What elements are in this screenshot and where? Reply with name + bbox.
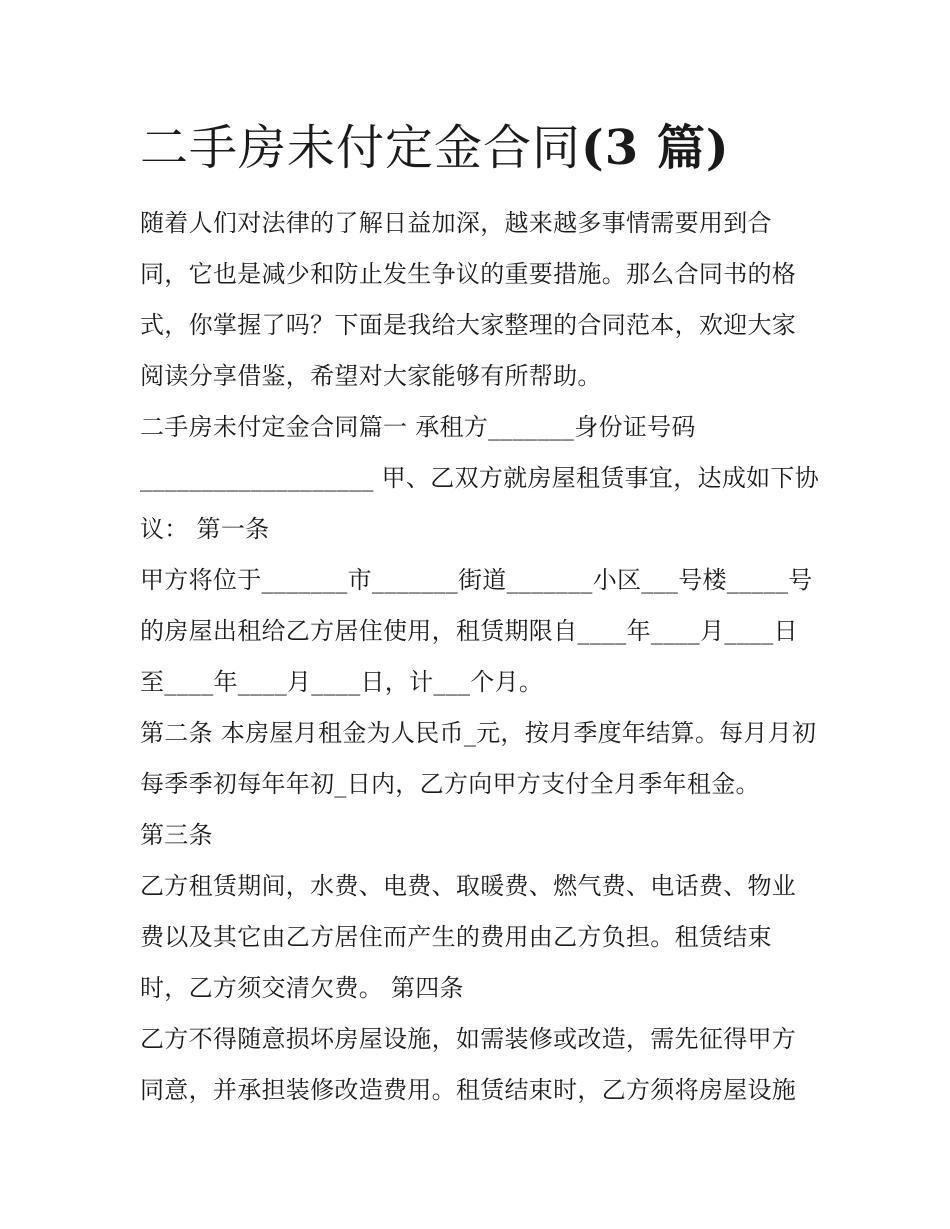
paragraph-intro: 随着人们对法律的了解日益加深，越来越多事情需要用到合同，它也是减少和防止发生争议的重要措施。那么合同书的格式，你掌握了吗？下面是我给大家整理的合同范本，欢迎大家阅读分享借鉴，希望对大家能够有所帮助。	[140, 209, 797, 390]
paragraph-article-2: 第二条 本房屋月租金为人民币_元，按月季度年结算。每月月初每季季初每年年初_日内，乙方向甲方支付全月季年租金。	[140, 719, 817, 798]
title-suffix: (3 篇)	[581, 120, 730, 176]
title-main: 二手房未付定金合同	[140, 120, 582, 176]
document-title	[140, 118, 730, 178]
paragraph-article-4: 乙方不得随意损坏房屋设施，如需装修或改造，需先征得甲方同意，并承担装修改造费用。租赁结束时，乙方须将房屋设施	[140, 1025, 797, 1104]
document-body	[140, 198, 820, 1116]
paragraph-article-1: 甲方将位于_______市_______街道_______小区___号楼_____号的房屋出租给乙方居住使用，租赁期限自____年____月____日至____年____月____日，计___个月。	[140, 566, 813, 696]
paragraph-article-3-heading: 第三条	[140, 821, 213, 849]
paragraph-parties: 二手房未付定金合同篇一 承租方_______身份证号码___________________ 甲、乙双方就房屋租赁事宜，达成如下协议： 第一条	[140, 413, 820, 543]
paragraph-article-3: 乙方租赁期间，水费、电费、取暖费、燃气费、电话费、物业费以及其它由乙方居住而产生的费用由乙方负担。租赁结束时，乙方须交清欠费。 第四条	[140, 872, 797, 1002]
